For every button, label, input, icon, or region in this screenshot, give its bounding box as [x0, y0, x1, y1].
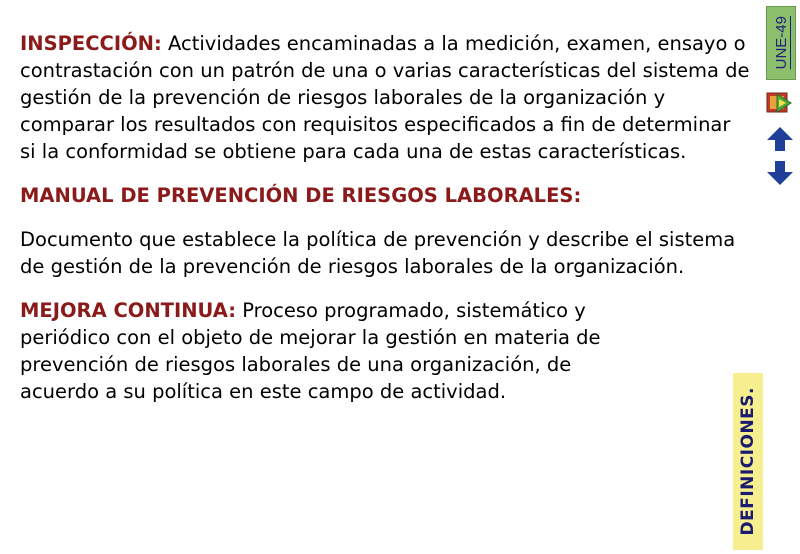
arrow-down-icon[interactable] [766, 160, 794, 186]
definition-text: Actividades encaminadas a la medición, examen, ensayo o contrastación con un patrón de una o varias características del sistema de gestión de la prevención de riesgos laborales de la organización y comparar los resultados con requisitos especificados a fin de determinar si la conformidad se obtiene para cada una de estas características. [20, 32, 750, 163]
definition-text: Documento que establece la política de prevención y describe el sistema de gestión de la prevención de riesgos laborales de la organización. [20, 228, 736, 278]
definition-term: MANUAL DE PREVENCIÓN DE RIESGOS LABORALES: [20, 184, 582, 207]
section-label [733, 373, 763, 550]
arrow-up-icon[interactable] [766, 126, 794, 152]
une-49-label: UNE-49 [772, 16, 790, 70]
definition-term: MEJORA CONTINUA: [20, 299, 237, 322]
definition-mejora-continua [20, 297, 620, 405]
section-label-text: DEFINICIONES. [738, 387, 758, 536]
definition-term: INSPECCIÓN: [20, 32, 162, 55]
home-icon[interactable] [766, 90, 792, 114]
definitions-content [20, 30, 750, 422]
definition-inspeccion [20, 30, 750, 165]
definition-text: Proceso programado, sistemático y periódico con el objeto de mejorar la gestión en materia de prevención de riesgos laborales de una organización, de acuerdo a su política en este campo de actividad. [20, 299, 601, 403]
une-49-link[interactable] [766, 6, 796, 80]
